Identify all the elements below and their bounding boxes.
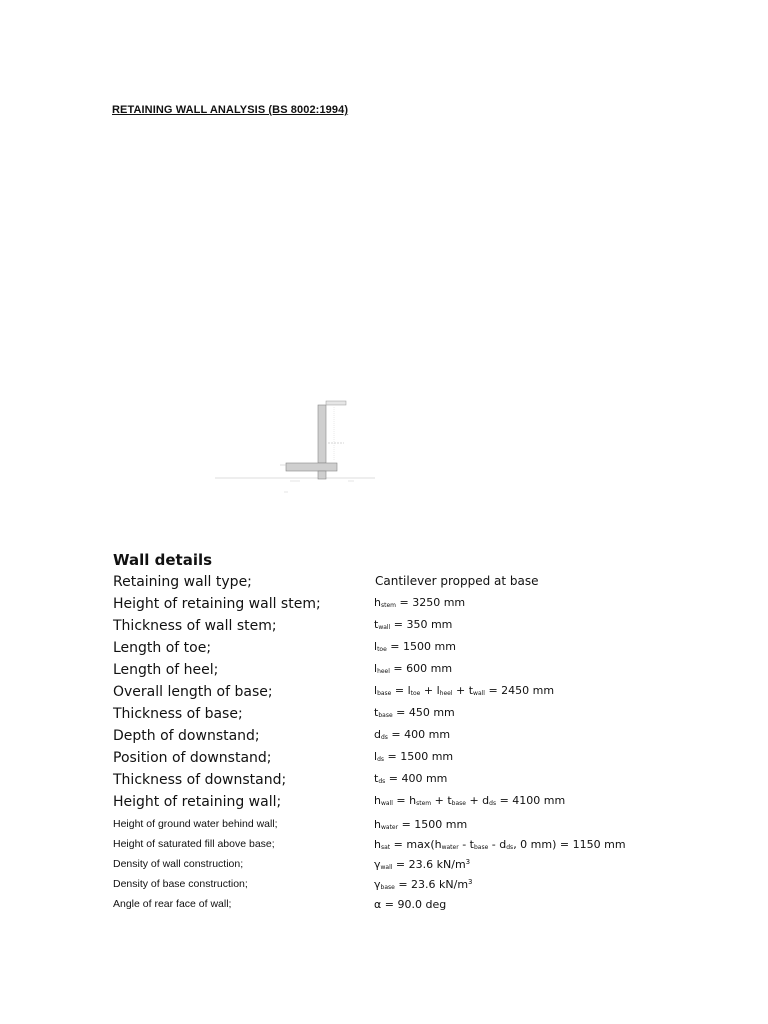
section-title: Wall details — [113, 551, 213, 569]
row-label: Height of retaining wall stem; — [113, 596, 321, 612]
row-value: $l_{ds} = 1500$ mm — [374, 750, 454, 763]
row-label: Depth of downstand; — [113, 728, 260, 744]
row-downstand-thickness — [113, 772, 733, 792]
row-downstand-position — [113, 750, 733, 770]
row-label: Height of saturated fill above base; — [113, 838, 275, 850]
row-base-density — [113, 878, 733, 898]
row-label: Retaining wall type; — [113, 574, 252, 590]
row-label: Angle of rear face of wall; — [113, 898, 232, 910]
row-value: $l_{toe} = 1500$ mm — [374, 640, 456, 653]
row-base-length — [113, 684, 733, 704]
row-label: Overall length of base; — [113, 684, 273, 700]
row-value: Cantilever propped at base — [375, 574, 539, 588]
row-value: $h_{wall} = h_{stem} + t_{base} + d_{ds} = 4100$ mm — [374, 794, 566, 807]
row-value: $d_{ds} = 400$ mm — [374, 728, 451, 741]
row-saturated-fill — [113, 838, 733, 858]
row-label: Position of downstand; — [113, 750, 272, 766]
row-label: Height of retaining wall; — [113, 794, 282, 810]
row-value: $t_{base} = 450$ mm — [374, 706, 455, 719]
row-label: Density of wall construction; — [113, 858, 244, 870]
row-toe-length — [113, 640, 733, 660]
row-base-thickness — [113, 706, 733, 726]
document-title: RETAINING WALL ANALYSIS (BS 8002:1994) — [112, 104, 349, 116]
row-value: $h_{water} = 1500$ mm — [374, 818, 468, 831]
row-value: $h_{stem} = 3250$ mm — [374, 596, 466, 609]
row-label: Thickness of downstand; — [113, 772, 287, 788]
wall-stem — [318, 405, 326, 463]
row-label: Density of base construction; — [113, 878, 248, 890]
row-value: $\gamma_{base} = 23.6$ $kN/m^3$ — [374, 878, 473, 891]
row-value: $l_{heel} = 600$ mm — [374, 662, 453, 675]
row-value: $\gamma_{wall} = 23.6$ $kN/m^3$ — [374, 858, 471, 871]
row-value: $t_{ds} = 400$ mm — [374, 772, 448, 785]
row-wall-height — [113, 794, 733, 814]
row-stem-thickness — [113, 618, 733, 638]
row-label: Length of heel; — [113, 662, 219, 678]
row-value: $t_{wall} = 350$ mm — [374, 618, 453, 631]
row-label: Height of ground water behind wall; — [113, 818, 278, 830]
retaining-wall-diagram — [210, 395, 380, 500]
wall-downstand — [318, 471, 326, 479]
row-value: α = 90.0 deg — [374, 898, 447, 911]
row-stem-height — [113, 596, 733, 616]
row-label: Thickness of wall stem; — [113, 618, 277, 634]
row-downstand-depth — [113, 728, 733, 748]
wall-base — [286, 463, 337, 471]
row-ground-water — [113, 818, 733, 838]
row-wall-type — [113, 574, 733, 594]
row-value: $h_{sat} = \max(h_{water} - t_{base} - d_{ds}$, 0 mm) = 1150 mm — [374, 838, 626, 851]
row-heel-length — [113, 662, 733, 682]
row-rear-angle — [113, 898, 733, 918]
row-value: $l_{base} = l_{toe} + l_{heel} + t_{wall} = 2450$ mm — [374, 684, 555, 697]
row-wall-density — [113, 858, 733, 878]
row-label: Length of toe; — [113, 640, 212, 656]
row-label: Thickness of base; — [113, 706, 243, 722]
retained-fill-top — [326, 401, 346, 405]
